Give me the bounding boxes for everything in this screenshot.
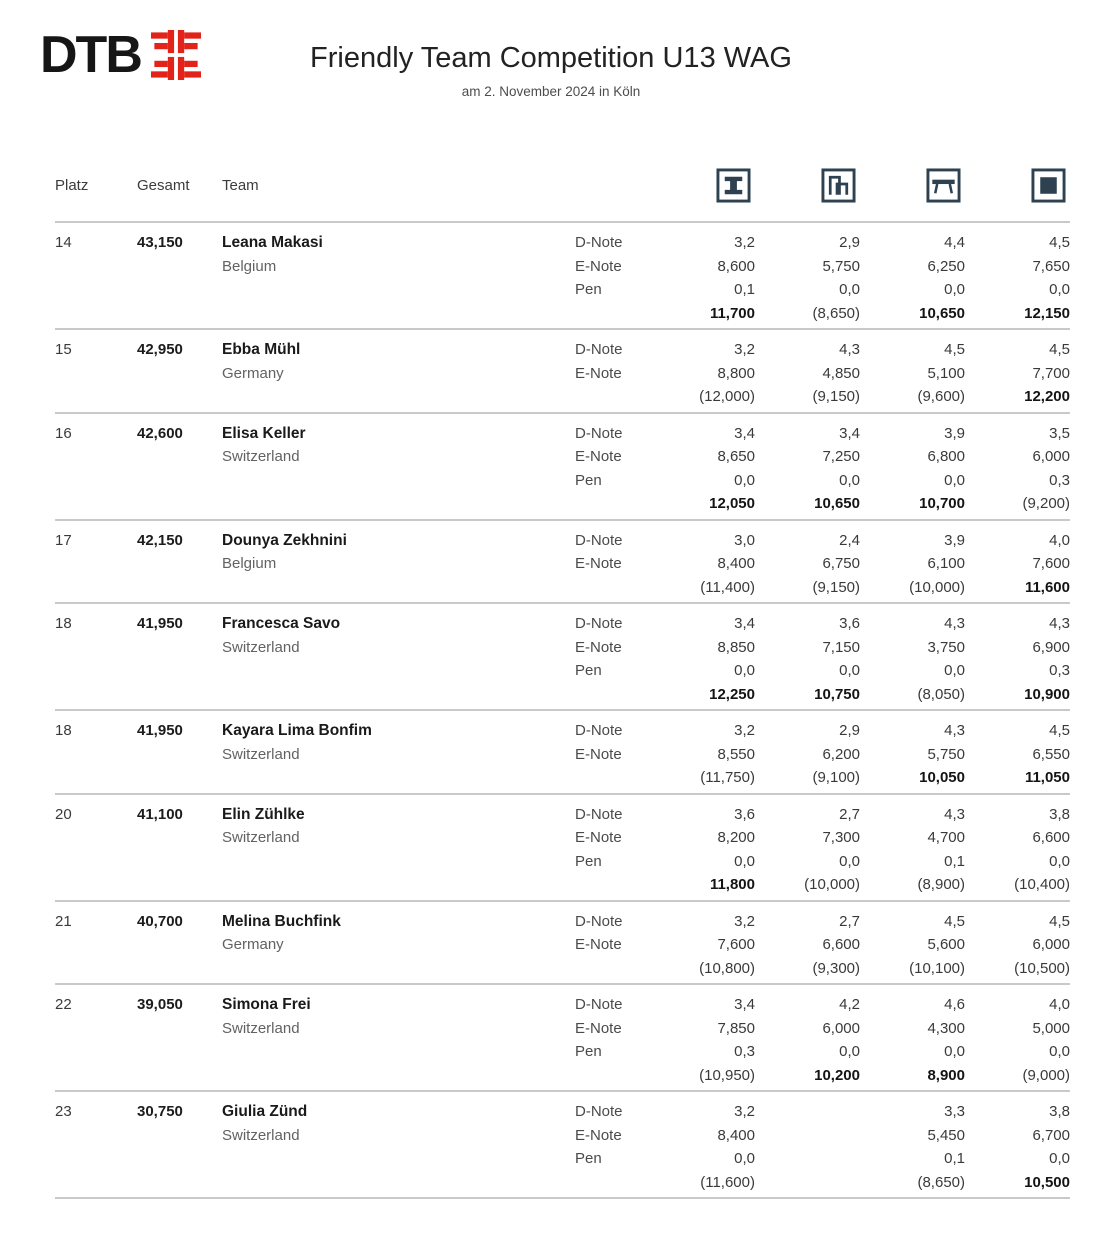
platz-cell: 14: [55, 234, 72, 251]
athlete-row: [55, 521, 1070, 605]
pen-score: 0,3: [1049, 471, 1070, 489]
apparatus-total: 12,050: [709, 495, 755, 512]
score-line: [55, 576, 1070, 600]
vault-icon: [716, 168, 751, 203]
apparatus-total: (9,200): [1022, 495, 1070, 512]
d-note-score: 3,2: [734, 722, 755, 739]
apparatus-total: (10,400): [1014, 876, 1070, 893]
score-line: [55, 231, 1070, 255]
apparatus-total: (9,150): [812, 388, 860, 405]
apparatus-total: (10,000): [909, 578, 965, 596]
gesamt-cell: 41,100: [137, 805, 183, 823]
apparatus-total: (12,000): [699, 388, 755, 405]
score-line: [55, 803, 1070, 827]
column-header-uneven-bars: [755, 168, 860, 203]
note-label-d: D-Note: [575, 805, 623, 823]
d-note-score: 4,3: [944, 615, 965, 632]
table-header-row: [55, 150, 1070, 223]
score-line: [55, 1147, 1070, 1171]
note-label-e: E-Note: [575, 364, 622, 382]
d-note-score: 2,9: [839, 234, 860, 251]
athlete-name: Giulia Zünd: [222, 1103, 308, 1120]
e-note-score: 4,700: [927, 829, 965, 846]
d-note-score: 4,3: [944, 722, 965, 739]
apparatus-total: (11,600): [700, 1173, 755, 1191]
apparatus-total: (8,050): [917, 685, 965, 703]
apparatus-total: (9,150): [812, 578, 860, 596]
apparatus-total: (11,400): [700, 578, 755, 596]
e-note-score: 5,450: [927, 1126, 965, 1144]
apparatus-total: 10,050: [919, 769, 965, 786]
apparatus-total: 11,800: [709, 876, 755, 893]
athlete-row: [55, 604, 1070, 711]
score-line: [55, 445, 1070, 469]
balance-beam-icon: [926, 168, 961, 203]
d-note-score: 3,4: [734, 615, 755, 632]
athlete-country: Switzerland: [222, 829, 300, 846]
e-note-score: 6,250: [927, 257, 965, 275]
note-label-e: E-Note: [575, 555, 622, 572]
d-note-score: 3,6: [839, 615, 860, 632]
pen-score: 0,0: [1049, 1150, 1070, 1167]
gesamt-cell: 41,950: [137, 615, 183, 632]
athlete-country: Switzerland: [222, 1019, 300, 1037]
score-line: [55, 469, 1070, 493]
gesamt-cell: 30,750: [137, 1103, 183, 1120]
e-note-score: 6,000: [1032, 936, 1070, 953]
score-line: [55, 766, 1070, 790]
column-header-platz: Platz: [55, 177, 89, 194]
e-note-score: 7,600: [717, 936, 755, 953]
apparatus-total: (9,600): [917, 388, 965, 405]
score-line: [55, 529, 1070, 553]
d-note-score: 3,4: [839, 424, 860, 442]
score-line: [55, 362, 1070, 386]
platz-cell: 23: [55, 1103, 72, 1120]
apparatus-total: 12,150: [1024, 304, 1070, 322]
apparatus-total: 12,250: [709, 685, 755, 703]
athlete-row: [55, 902, 1070, 986]
pen-score: 0,0: [839, 852, 860, 870]
e-note-score: 8,650: [717, 448, 755, 465]
score-line: [55, 492, 1070, 516]
apparatus-total: (8,900): [917, 876, 965, 893]
apparatus-total: 12,200: [1024, 388, 1070, 405]
apparatus-total: 10,500: [1024, 1173, 1070, 1191]
uneven-bars-icon: [821, 168, 856, 203]
athlete-name: Melina Buchfink: [222, 912, 341, 930]
note-label-pen: Pen: [575, 1150, 602, 1167]
apparatus-total: (9,000): [1022, 1066, 1070, 1084]
d-note-score: 4,5: [1049, 912, 1070, 930]
apparatus-total: (8,650): [812, 304, 860, 322]
gesamt-cell: 43,150: [137, 234, 183, 251]
athlete-name: Kayara Lima Bonfim: [222, 722, 372, 739]
pen-score: 0,0: [734, 471, 755, 489]
d-note-score: 4,5: [1049, 722, 1070, 739]
athlete-name: Simona Frei: [222, 996, 311, 1013]
platz-cell: 21: [55, 912, 72, 930]
athlete-country: Belgium: [222, 257, 277, 275]
d-note-score: 3,8: [1049, 1103, 1070, 1120]
e-note-score: 8,400: [717, 1126, 755, 1144]
page-subtitle: am 2. November 2024 in Köln: [461, 84, 641, 99]
e-note-score: 6,750: [822, 555, 860, 572]
pen-score: 0,0: [734, 852, 755, 870]
d-note-score: 4,5: [944, 341, 965, 358]
note-label-e: E-Note: [575, 257, 622, 275]
e-note-score: 6,000: [1032, 448, 1070, 465]
column-header-vault: [650, 168, 755, 203]
apparatus-total: (10,100): [909, 959, 965, 977]
d-note-score: 4,3: [944, 805, 965, 823]
d-note-score: 3,4: [734, 424, 755, 442]
score-line: [55, 873, 1070, 897]
e-note-score: 7,850: [717, 1019, 755, 1037]
e-note-score: 8,800: [717, 364, 755, 382]
e-note-score: 5,000: [1032, 1019, 1070, 1037]
athlete-name: Ebba Mühl: [222, 341, 301, 358]
e-note-score: 6,600: [822, 936, 860, 953]
e-note-score: 7,650: [1032, 257, 1070, 275]
pen-score: 0,1: [944, 852, 965, 870]
platz-cell: 15: [55, 341, 72, 358]
e-note-score: 7,700: [1032, 364, 1070, 382]
d-note-score: 4,6: [944, 996, 965, 1013]
score-line: [55, 1100, 1070, 1124]
apparatus-total: 10,900: [1024, 685, 1070, 703]
column-header-team: Team: [222, 177, 259, 194]
score-line: [55, 659, 1070, 683]
e-note-score: 6,600: [1032, 829, 1070, 846]
apparatus-total: (10,800): [699, 959, 755, 977]
athlete-country: Germany: [222, 364, 284, 382]
d-note-score: 2,4: [839, 531, 860, 549]
score-line: [55, 552, 1070, 576]
note-label-d: D-Note: [575, 912, 623, 930]
e-note-score: 8,550: [717, 745, 755, 763]
apparatus-total: (8,650): [917, 1173, 965, 1191]
e-note-score: 8,850: [717, 638, 755, 656]
d-note-score: 3,2: [734, 912, 755, 930]
pen-score: 0,0: [944, 471, 965, 489]
pen-score: 0,0: [734, 1150, 755, 1167]
e-note-score: 7,250: [822, 448, 860, 465]
note-label-e: E-Note: [575, 1019, 622, 1037]
platz-cell: 16: [55, 424, 72, 442]
e-note-score: 7,600: [1032, 555, 1070, 572]
note-label-d: D-Note: [575, 996, 623, 1013]
table-body: [55, 223, 1070, 1199]
d-note-score: 3,6: [734, 805, 755, 823]
athlete-row: [55, 711, 1070, 795]
score-line: [55, 743, 1070, 767]
athlete-row: [55, 985, 1070, 1092]
score-line: [55, 636, 1070, 660]
e-note-score: 8,600: [717, 257, 755, 275]
athlete-country: Switzerland: [222, 638, 300, 656]
apparatus-total: (10,950): [699, 1066, 755, 1084]
score-line: [55, 302, 1070, 326]
d-note-score: 4,5: [944, 912, 965, 930]
score-line: [55, 850, 1070, 874]
score-line: [55, 385, 1070, 409]
pen-score: 0,0: [944, 1043, 965, 1060]
athlete-name: Leana Makasi: [222, 234, 323, 251]
note-label-d: D-Note: [575, 424, 623, 442]
pen-score: 0,0: [944, 281, 965, 298]
d-note-score: 3,5: [1049, 424, 1070, 442]
score-line: [55, 826, 1070, 850]
score-line: [55, 719, 1070, 743]
score-line: [55, 422, 1070, 446]
note-label-e: E-Note: [575, 638, 622, 656]
apparatus-total: 10,700: [919, 495, 965, 512]
d-note-score: 2,7: [839, 912, 860, 930]
dtb-logo-text: DTB: [40, 26, 141, 84]
pen-score: 0,0: [1049, 1043, 1070, 1060]
apparatus-total: 10,650: [814, 495, 860, 512]
athlete-row: [55, 414, 1070, 521]
note-label-d: D-Note: [575, 531, 623, 549]
score-line: [55, 957, 1070, 981]
apparatus-total: 8,900: [927, 1066, 965, 1084]
gesamt-cell: 42,950: [137, 341, 183, 358]
pen-score: 0,1: [944, 1150, 965, 1167]
note-label-e: E-Note: [575, 829, 622, 846]
platz-cell: 17: [55, 531, 72, 549]
score-line: [55, 278, 1070, 302]
gesamt-cell: 40,700: [137, 912, 183, 930]
note-label-d: D-Note: [575, 1103, 623, 1120]
athlete-name: Elin Zühlke: [222, 805, 305, 823]
apparatus-total: (10,000): [804, 876, 860, 893]
floor-icon: [1031, 168, 1066, 203]
score-line: [55, 255, 1070, 279]
score-line: [55, 1040, 1070, 1064]
d-note-score: 4,0: [1049, 996, 1070, 1013]
athlete-row: [55, 223, 1070, 330]
athlete-country: Germany: [222, 936, 284, 953]
pen-score: 0,3: [734, 1043, 755, 1060]
note-label-d: D-Note: [575, 341, 623, 358]
pen-score: 0,3: [1049, 662, 1070, 679]
note-label-e: E-Note: [575, 448, 622, 465]
note-label-pen: Pen: [575, 471, 602, 489]
e-note-score: 5,100: [927, 364, 965, 382]
athlete-row: [55, 330, 1070, 414]
d-note-score: 3,4: [734, 996, 755, 1013]
note-label-pen: Pen: [575, 852, 602, 870]
pen-score: 0,0: [734, 662, 755, 679]
d-note-score: 3,9: [944, 531, 965, 549]
score-line: [55, 1124, 1070, 1148]
d-note-score: 3,2: [734, 1103, 755, 1120]
pen-score: 0,0: [839, 662, 860, 679]
gesamt-cell: 39,050: [137, 996, 183, 1013]
athlete-name: Elisa Keller: [222, 424, 306, 442]
pen-score: 0,0: [1049, 281, 1070, 298]
score-line: [55, 612, 1070, 636]
d-note-score: 4,4: [944, 234, 965, 251]
page-title: Friendly Team Competition U13 WAG: [310, 42, 792, 74]
apparatus-total: (11,750): [700, 769, 755, 786]
score-line: [55, 1171, 1070, 1195]
athlete-country: Switzerland: [222, 448, 300, 465]
platz-cell: 18: [55, 615, 72, 632]
apparatus-total: 10,650: [919, 304, 965, 322]
d-note-score: 3,2: [734, 341, 755, 358]
e-note-score: 5,600: [927, 936, 965, 953]
gesamt-cell: 42,150: [137, 531, 183, 549]
e-note-score: 5,750: [822, 257, 860, 275]
d-note-score: 4,3: [839, 341, 860, 358]
d-note-score: 4,2: [839, 996, 860, 1013]
apparatus-total: 10,200: [814, 1066, 860, 1084]
d-note-score: 2,7: [839, 805, 860, 823]
note-label-d: D-Note: [575, 615, 623, 632]
e-note-score: 4,850: [822, 364, 860, 382]
d-note-score: 3,8: [1049, 805, 1070, 823]
dtb-logo-mark-icon: [151, 29, 201, 81]
d-note-score: 3,2: [734, 234, 755, 251]
apparatus-total: 10,750: [814, 685, 860, 703]
note-label-pen: Pen: [575, 281, 602, 298]
e-note-score: 8,200: [717, 829, 755, 846]
d-note-score: 4,5: [1049, 341, 1070, 358]
page-header: [0, 0, 1102, 150]
apparatus-total: 11,050: [1024, 769, 1070, 786]
e-note-score: 5,750: [927, 745, 965, 763]
platz-cell: 20: [55, 805, 72, 823]
results-table: [0, 150, 1102, 1199]
apparatus-total: 11,600: [1024, 578, 1070, 596]
pen-score: 0,0: [839, 471, 860, 489]
e-note-score: 4,300: [927, 1019, 965, 1037]
platz-cell: 18: [55, 722, 72, 739]
score-line: [55, 910, 1070, 934]
column-header-floor: [965, 168, 1070, 203]
athlete-country: Switzerland: [222, 745, 300, 763]
pen-score: 0,0: [944, 662, 965, 679]
athlete-country: Switzerland: [222, 1126, 300, 1144]
d-note-score: 4,5: [1049, 234, 1070, 251]
note-label-d: D-Note: [575, 234, 623, 251]
gesamt-cell: 42,600: [137, 424, 183, 442]
score-line: [55, 993, 1070, 1017]
e-note-score: 8,400: [717, 555, 755, 572]
e-note-score: 6,900: [1032, 638, 1070, 656]
gesamt-cell: 41,950: [137, 722, 183, 739]
pen-score: 0,1: [734, 281, 755, 298]
d-note-score: 4,0: [1049, 531, 1070, 549]
score-line: [55, 1064, 1070, 1088]
score-line: [55, 338, 1070, 362]
pen-score: 0,0: [1049, 852, 1070, 870]
athlete-country: Belgium: [222, 555, 277, 572]
apparatus-total: (9,100): [812, 769, 860, 786]
dtb-logo: [40, 26, 201, 84]
e-note-score: 6,000: [822, 1019, 860, 1037]
e-note-score: 3,750: [927, 638, 965, 656]
athlete-name: Francesca Savo: [222, 615, 341, 632]
e-note-score: 6,800: [927, 448, 965, 465]
pen-score: 0,0: [839, 281, 860, 298]
score-line: [55, 683, 1070, 707]
e-note-score: 6,550: [1032, 745, 1070, 763]
e-note-score: 6,700: [1032, 1126, 1070, 1144]
score-line: [55, 1017, 1070, 1041]
pen-score: 0,0: [839, 1043, 860, 1060]
e-note-score: 7,300: [822, 829, 860, 846]
d-note-score: 3,0: [734, 531, 755, 549]
platz-cell: 22: [55, 996, 72, 1013]
apparatus-total: (10,500): [1014, 959, 1070, 977]
d-note-score: 3,9: [944, 424, 965, 442]
e-note-score: 6,200: [822, 745, 860, 763]
d-note-score: 3,3: [944, 1103, 965, 1120]
athlete-name: Dounya Zekhnini: [222, 531, 347, 549]
note-label-d: D-Note: [575, 722, 623, 739]
column-header-gesamt: Gesamt: [137, 177, 190, 194]
note-label-e: E-Note: [575, 745, 622, 763]
e-note-score: 7,150: [822, 638, 860, 656]
note-label-pen: Pen: [575, 1043, 602, 1060]
score-line: [55, 933, 1070, 957]
athlete-row: [55, 795, 1070, 902]
d-note-score: 2,9: [839, 722, 860, 739]
e-note-score: 6,100: [927, 555, 965, 572]
note-label-e: E-Note: [575, 936, 622, 953]
column-header-balance-beam: [860, 168, 965, 203]
apparatus-total: (9,300): [812, 959, 860, 977]
d-note-score: 4,3: [1049, 615, 1070, 632]
note-label-pen: Pen: [575, 662, 602, 679]
athlete-row: [55, 1092, 1070, 1199]
note-label-e: E-Note: [575, 1126, 622, 1144]
apparatus-total: 11,700: [709, 304, 755, 322]
